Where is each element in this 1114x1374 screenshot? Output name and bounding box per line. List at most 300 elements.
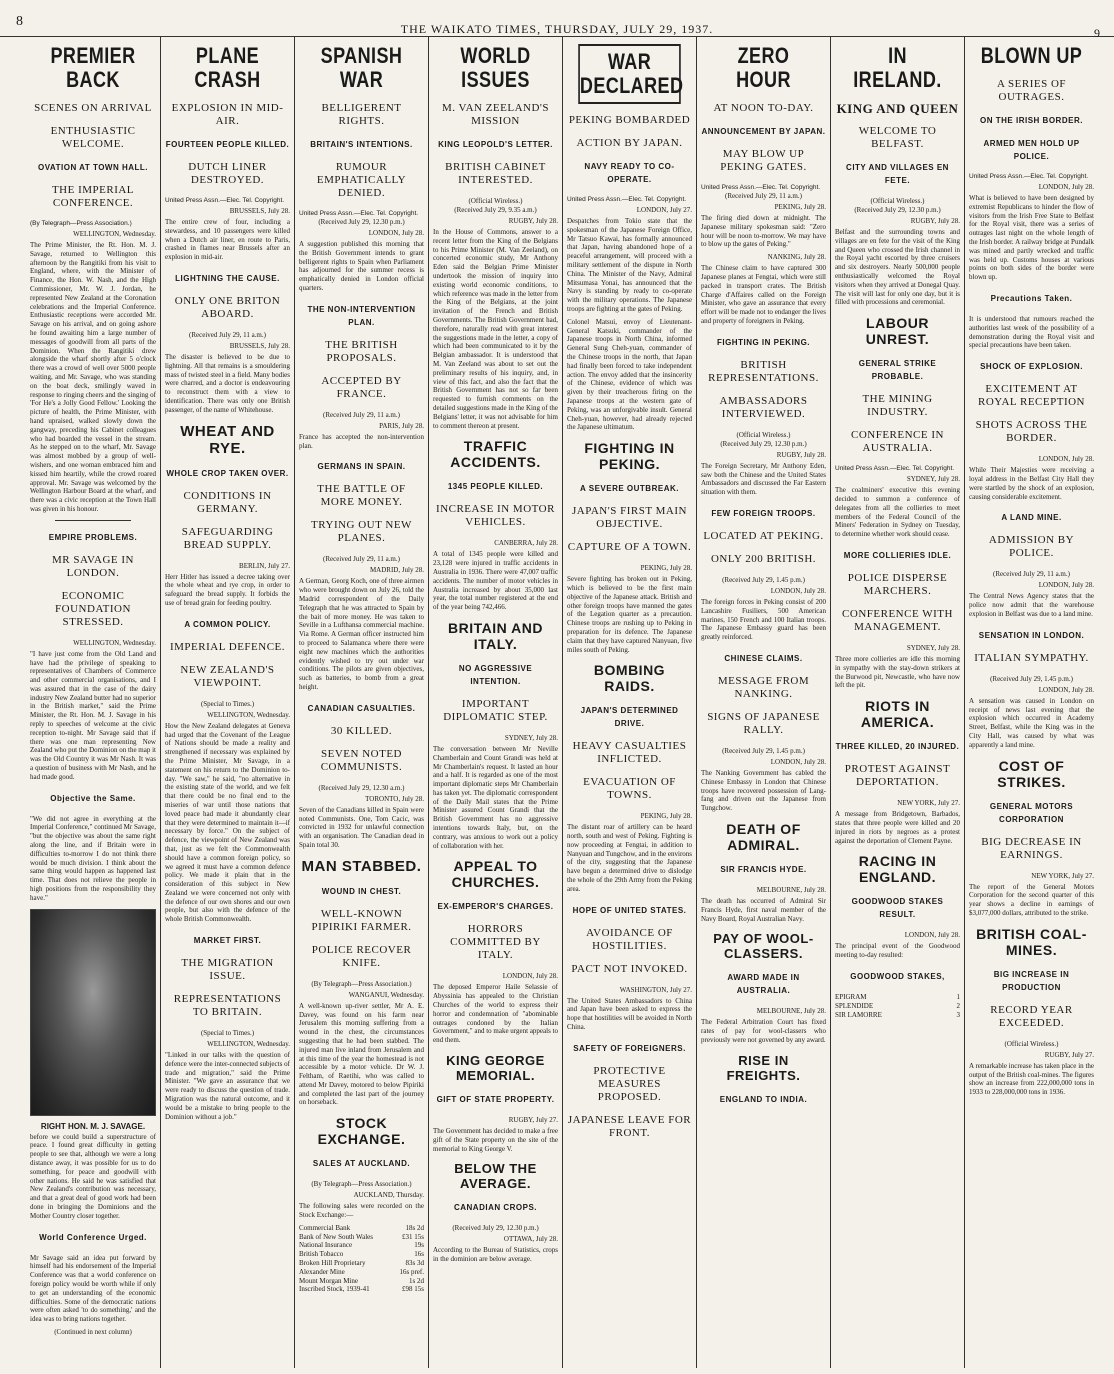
subheading: PROTEST AGAINST DEPORTATION.	[844, 763, 951, 789]
dateline: RUGBY, July 27.	[1044, 1050, 1094, 1059]
table-cell-value: £98 15s	[402, 1285, 424, 1294]
table-cell-name: Mount Morgan Mine	[299, 1276, 358, 1285]
subheading: ITALIAN SYMPATHY.	[974, 651, 1089, 664]
dateline: WELLINGTON, Wednesday.	[207, 1040, 290, 1049]
dateline: SYDNEY, July 28.	[906, 643, 960, 652]
table-cell-value: 83s 3d	[405, 1259, 424, 1268]
subheading: DUTCH LINER DESTROYED.	[188, 161, 267, 186]
subheading: SIGNS OF JAPANESE RALLY.	[707, 710, 820, 736]
divider	[55, 520, 131, 521]
dateline: LONDON, July 28.	[770, 586, 826, 595]
table-cell-value: 18s 2d	[405, 1223, 424, 1232]
subheading: ONLY 200 BRITISH.	[710, 552, 817, 565]
received-line: (Received July 29, 9.35 a.m.)	[454, 206, 537, 214]
article-body: It is understood that rumours reached the authorities last week of the possibility of a demonstration during the Royal visit and special precautions have been taken.	[969, 314, 1094, 350]
table-cell-value: 19s	[414, 1241, 424, 1250]
subheading: INCREASE IN MOTOR VEHICLES.	[436, 503, 555, 529]
subheading: AVOIDANCE OF HOSTILITIES.	[586, 926, 673, 952]
source-line: (Official Wireless.)	[1004, 1039, 1059, 1048]
dateline: LONDON, July 28.	[1038, 685, 1094, 694]
subheading: JAPANESE LEAVE FOR FRONT.	[567, 1113, 692, 1139]
source-line: (Official Wireless.)	[736, 430, 791, 439]
subheading: HEAVY CASUALTIES INFLICTED.	[572, 740, 687, 766]
subheading: SAFETY OF FOREIGNERS.	[573, 1043, 686, 1053]
table-cell-name: EPIGRAM	[835, 992, 867, 1001]
headline: LABOUR UNREST.	[865, 315, 930, 348]
article-body: The Federal Arbitration Court has fixed rates of pay for wool-classers who previously were not governed by any award.	[701, 1018, 826, 1044]
subheading: MR SAVAGE IN LONDON.	[51, 553, 134, 579]
subheading: POLICE RECOVER KNIFE.	[311, 943, 412, 969]
subheading: THE MINING INDUSTRY.	[862, 393, 933, 419]
subheading: GIFT OF STATE PROPERTY.	[436, 1095, 555, 1105]
headline: STOCK EXCHANGE.	[317, 1115, 406, 1148]
subheading: PROTECTIVE MEASURES PROPOSED.	[593, 1064, 666, 1103]
headline: DEATH OF ADMIRAL.	[726, 820, 801, 853]
column-zero-hour	[696, 36, 830, 1368]
subheading: PEKING BOMBARDED	[568, 114, 691, 126]
table-row	[835, 1011, 960, 1020]
subheading: GOODWOOD STAKES,	[850, 971, 945, 981]
subheading: A LAND MINE.	[1001, 513, 1062, 523]
credit-line: United Press Assn.—Elec. Tel. Copyright.	[969, 173, 1089, 180]
headline: MAN STABBED.	[301, 857, 422, 875]
subheading: EX-EMPEROR'S CHARGES.	[437, 902, 554, 912]
subheading: KING AND QUEEN	[836, 101, 959, 116]
subheading: ACCEPTED BY FRANCE.	[321, 374, 402, 400]
subheading: MORE COLLIERIES IDLE.	[843, 550, 952, 560]
article-body: France has accepted the non-intervention plan.	[299, 432, 424, 450]
subheading: CONFERENCE IN AUSTRALIA.	[851, 429, 944, 455]
subheading: FIGHTING IN PEKING.	[716, 337, 811, 347]
subheading: 30 KILLED.	[330, 724, 393, 737]
table-cell-value: 16s pref.	[399, 1267, 424, 1276]
column-blown-up	[964, 36, 1098, 1368]
article-body: The report of the General Motors Corporation for the second quarter of this year shows a decline in earnings of $3,077,000 dollars, attributed to the strike.	[969, 882, 1094, 917]
credit-line: United Press Assn.—Elec. Tel. Copyright.	[835, 465, 955, 473]
headline: PREMIER BACK	[50, 43, 136, 92]
article-body: The Government has decided to make a free gift of the State property on the site of the memorial to King George V.	[433, 1127, 558, 1153]
subheading: SIR FRANCIS HYDE.	[720, 864, 807, 874]
subheading: SALES AT AUCKLAND.	[312, 1159, 411, 1169]
article-body: The United States Ambassadors to China and Japan have been asked to express the hope that hostilities will be avoided in North China.	[567, 996, 693, 1032]
source-line: (By Telegraph—Press Association.)	[311, 1180, 412, 1189]
subheading: NO AGGRESSIVE INTENTION.	[458, 663, 533, 686]
article-body: According to the Bureau of Statistics, crops in the dominion are below average.	[433, 1246, 558, 1264]
article-body: The Chinese claim to have captured 300 Japanese planes at Fengtai, which were still packed in transport crates. The British Charge d'Affaires called on the Foreign Minister, who gave an assurance that every effort will be made not to endanger the lives and property of foreigners in Peking.	[701, 264, 826, 325]
received-line: (Received July 29, 12.30 a.m.)	[318, 783, 405, 792]
dateline: LONDON, July 28.	[502, 972, 558, 981]
article-body: The Central News Agency states that the police now admit that the warehouse explosion in Belfast was due to a land mine.	[969, 592, 1094, 618]
headline: KING GEORGE MEMORIAL.	[446, 1053, 545, 1084]
received-line: (Received July 29, 12.30 p.m.)	[854, 206, 941, 214]
credit-line: United Press Assn.—Elec. Tel. Copyright.	[299, 210, 419, 217]
subheading: EVACUATION OF TOWNS.	[583, 776, 676, 802]
dateline: SYDNEY, July 28.	[504, 733, 558, 742]
subheading: HORRORS COMMITTED BY ITALY.	[450, 923, 541, 962]
subheading: AWARD MADE IN AUSTRALIA.	[727, 973, 800, 996]
received-line: (Received July 29, 12.30 p.m.)	[720, 439, 807, 448]
subheading: World Conference Urged.	[39, 1232, 147, 1242]
table-cell-name: Alexander Mine	[299, 1267, 345, 1276]
dateline: CANBERRA, July 28.	[494, 539, 558, 548]
subheading: GENERAL STRIKE PROBABLE.	[858, 359, 937, 382]
continuation-note: (Continued in next column)	[54, 1327, 132, 1336]
article-body: Seven of the Canadians killed in Spain were noted Communists. One, Tom Cacic, was convicted in 1932 for unlawful connection with an organisation. The Canadian dead in Spain total 30.	[299, 805, 424, 849]
subheading: Objective the Same.	[50, 793, 136, 803]
credit-line: United Press Assn.—Elec. Tel. Copyright.	[165, 197, 285, 204]
subheading: THE NON-INTERVENTION PLAN.	[307, 304, 416, 327]
headline: TRAFFIC ACCIDENTS.	[450, 438, 541, 471]
received-line: (Received July 29, 1.45 p.m.)	[722, 746, 805, 755]
headline: PLANE CRASH	[194, 43, 261, 92]
subheading: CANADIAN CROPS.	[453, 1203, 538, 1213]
subheading: HOPE OF UNITED STATES.	[572, 905, 687, 915]
subheading: JAPAN'S DETERMINED DRIVE.	[580, 706, 679, 729]
headline: BELOW THE AVERAGE.	[454, 1161, 537, 1192]
article-body: In the House of Commons, answer to a recent letter from the King of the Belgians to his Prime Minister (M. Van Zeeland), on concerted economic study, Mr Anthony Eden said the Belgian Prime Minister undertook the mission of inquiry into existing world economic conditions, to which reference was made in the letter from the King of the Belgians, at the joint invitation of the French and British Governments. The British Government had, therefore, naturally read with great interest the suggestions made in the letter, a copy of which had been communicated to it by the Belgian ambassador. It is understood that M. Van Zeeland was about to set out the preliminary results of his inquiry, and, in view of this fact, and also the fact that the British Government has not so far been requested to furnish comments on the detailed suggestions made in the King of the Belgians' letter, it was not advisable for him to comment thereon at present.	[433, 228, 558, 430]
subheading: JAPAN'S FIRST MAIN OBJECTIVE.	[572, 505, 687, 531]
article-body: The coalminers' executive this evening decided to summon a conference of delegates from all the collieries to meet members of the Federal Council of the Miners' Federation in Sydney on Tuesday, to determine whether work should cease.	[835, 486, 960, 539]
table-row	[835, 1002, 960, 1011]
masthead	[0, 0, 1114, 40]
dateline: LONDON, July 28.	[1038, 183, 1094, 191]
subheading: BIG INCREASE IN PRODUCTION	[993, 969, 1070, 992]
dateline: LONDON, July 28.	[770, 757, 826, 766]
subheading: BRITISH CABINET INTERESTED.	[445, 161, 546, 186]
subheading: ON THE IRISH BORDER.	[980, 116, 1083, 125]
headline: FIGHTING IN PEKING.	[584, 440, 675, 473]
headline: BOMBING RAIDS.	[593, 662, 666, 695]
subheading: IMPERIAL DEFENCE.	[169, 640, 286, 653]
subheading: EXPLOSION IN MID-AIR.	[171, 102, 284, 127]
source-line: (Special to Times.)	[200, 699, 255, 708]
column-spanish-war	[294, 36, 428, 1368]
table-row	[299, 1224, 424, 1233]
headline: RIOTS IN AMERICA.	[860, 698, 935, 731]
subheading: POLICE DISPERSE MARCHERS.	[847, 571, 948, 597]
article-body: The conversation between Mr Neville Chamberlain and Count Grandi was held at Mr Chamberlain's request. It lasted an hour and a half. It is regarded as one of the most important diplomatic steps Mr Chamberlain has taken yet. The diplomatic correspondent of the Daily Mail states that the Prime Minister assured Count Grandi that the British Government has no aggressive intentions towards Italy, but, on the contrary, was anxious to work out a policy of collaboration with her.	[433, 744, 558, 850]
subheading: THE BRITISH PROPOSALS.	[325, 338, 398, 364]
table-cell-name: Inscribed Stock, 1939-41	[299, 1285, 370, 1294]
article-body: A total of 1345 people were killed and 23,128 were injured in traffic accidents in Australia in 1936. There were 47,007 traffic accidents. The number of motor vehicles in Australia increased by about 35,000 last year, the total number registered at the end of the year being 742,466.	[433, 550, 558, 612]
subheading: LOCATED AT PEKING.	[703, 529, 824, 542]
dateline: RUGBY, July 28.	[508, 217, 558, 225]
article-body: Severe fighting has broken out in Peking, which is believed to be the first main objective of the Japanese attack. British and other foreign troops have manned the gates of the Legation quarter as a precaution. Chinese troops are rushing up to Peking in preparation for its defence. The Japanese claim that they have captured Nanyuan, five miles south of Peking.	[567, 575, 692, 654]
subheading: FOURTEEN PEOPLE KILLED.	[165, 140, 290, 149]
subheading: ENTHUSIASTIC WELCOME.	[50, 125, 136, 150]
article-body: A German, Georg Koch, one of three airmen who were brought down on July 26, told the Madrid correspondent of the Daily Telegraph that he was attracted to Spain by the bait of more money. He was taken to Seville in a Lufthansa commercial machine. Via Rome. A German officer instructed him to proceed to Salamanca where there were eight new machines which the authorities evidently wished to try out under war conditions. The pilots are given objectives, such as batteries, to bomb from a great height.	[299, 577, 424, 691]
table-cell-value: £31 15s	[402, 1232, 424, 1241]
subheading: CONFERENCE WITH MANAGEMENT.	[842, 607, 953, 633]
received-line: (Received July 29, 11 a.m.)	[323, 410, 400, 419]
article-body: The foreign forces in Peking consist of 200 Lancashire Fusiliers, 500 American marines, 150 French and 100 Italian troops. The Japanese Embassy guard has been greatly reinforced.	[701, 597, 826, 642]
subheading: WOUND IN CHEST.	[321, 886, 402, 896]
dateline: OTTAWA, July 28.	[503, 1235, 558, 1244]
subheading: THREE KILLED, 20 INJURED.	[835, 742, 960, 752]
subheading: BIG DECREASE IN EARNINGS.	[981, 835, 1082, 861]
article-body: "We did not agree in everything at the Imperial Conference," continued Mr Savage, "but the objective was about the same right along the line, and if Britain were in difficulties to-morrow I do not think there would be much division. I think about the same thing would happen as happened last time. That does not relieve the people in high positions from the responsibility they have."	[30, 814, 156, 902]
dateline: RUGBY, July 27.	[508, 1116, 558, 1125]
dateline: MADRID, July 28.	[369, 566, 424, 575]
article-body: A message from Bridgetown, Barbados, states that three people were killed and 20 injured in riots by negroes as a protest against the deportation of Clement Payne.	[835, 810, 960, 845]
table-cell-name: Broken Hill Proprietary	[299, 1259, 366, 1268]
subheading: GENERAL MOTORS CORPORATION	[989, 801, 1074, 824]
dateline: BERLIN, July 27.	[239, 561, 290, 570]
subheading: ARMED MEN HOLD UP POLICE.	[983, 139, 1080, 161]
subheading: CITY AND VILLAGES EN FETE.	[846, 163, 949, 185]
headline: BRITISH COAL-MINES.	[976, 925, 1087, 958]
article-body: "I have just come from the Old Land and have had the privilege of speaking to representatives of Chambers of Commerce and other commercial organisations, and I was assured that in the case of the dairy industry New Zealand butter had no superior in the British market," said the Prime Minister, the Rt. Hon. M. J. Savage in his reply to speeches of welcome at the civic reception to-night. Mr Savage said that if there was one man representing New Zealand who put the Dominion on the map it was the Old Country it was Mr Nash. It was a question of business with Mr Nash, and he had made good.	[30, 649, 156, 781]
subheading: A SEVERE OUTBREAK.	[580, 484, 679, 494]
table-row	[299, 1250, 424, 1259]
article-body: The Nanking Government has cabled the Chinese Embassy in London that Chinese troops have recovered possession of Lang-fang and driven out the Japanese from Tungchow.	[701, 768, 826, 813]
columns	[26, 36, 1106, 1368]
subheading: BELLIGERENT RIGHTS.	[321, 102, 402, 127]
dateline: PEKING, July 28.	[640, 812, 692, 821]
subheading: PACT NOT INVOKED.	[571, 962, 688, 975]
dateline: LONDON, July 27.	[636, 206, 692, 214]
dateline: NEW YORK, July 27.	[1031, 871, 1094, 880]
dateline: NEW YORK, July 27.	[897, 799, 960, 808]
subheading: SENSATION IN LONDON.	[978, 630, 1085, 640]
headline: SPANISH WAR	[320, 43, 403, 92]
received-line: (Received July 29, 11 a.m.)	[725, 192, 802, 200]
subheading: M. VAN ZEELAND'S MISSION	[441, 102, 550, 127]
article-body: A remarkable increase has taken place in the output of the British coal-mines. The figures show an increase from 222,000,000 tons in 1933 to 228,000,000 tons in 1936.	[969, 1061, 1094, 1097]
subheading: NAVY READY TO CO-OPERATE.	[584, 162, 675, 184]
headline: WAR DECLARED	[578, 44, 681, 104]
table-row	[299, 1241, 424, 1250]
dateline: PEKING, July 28.	[774, 203, 826, 211]
received-line: (Received July 29, 11 a.m.)	[323, 555, 400, 564]
article-body: A sensation was caused in London on receipt of news last evening that the explosion which occurred in Academy Street, Belfast, while the King was in the City Hall, was caused by what was apparently a land mine.	[969, 696, 1094, 749]
table-cell-value: 1s 2d	[409, 1276, 424, 1285]
dateline: LONDON, July 28.	[1038, 455, 1094, 464]
table-cell-value: 16s	[414, 1250, 424, 1259]
article-body: The deposed Emperor Haile Selassie of Abyssinia has appealed to the Christian Churches of the world to express their horror and condemnation of "abominable outrages condoned by the Italian Government," and to make urgent appeals to end them.	[433, 983, 558, 1045]
source-line: (Official Wireless.)	[468, 197, 523, 205]
table-cell-name: National Insurance	[299, 1241, 353, 1250]
article-body: The following sales were recorded on the Stock Exchange:—	[299, 1202, 424, 1220]
subheading: AT NOON TO-DAY.	[713, 102, 814, 114]
subheading: EXCITEMENT AT ROYAL RECEPTION	[977, 383, 1085, 409]
headline: BRITAIN AND ITALY.	[448, 619, 543, 652]
table-row	[299, 1259, 424, 1268]
headline: IN IRELAND.	[853, 43, 942, 92]
subheading: REPRESENTATIONS TO BRITAIN.	[173, 993, 282, 1019]
subheading: SAFEGUARDING BREAD SUPPLY.	[181, 525, 274, 551]
received-line: (Received July 29, 12.30 p.m.)	[452, 1224, 539, 1233]
subheading: CONDITIONS IN GERMANY.	[183, 489, 272, 515]
subheading: AMBASSADORS INTERVIEWED.	[719, 394, 808, 420]
dateline: LONDON, July 28.	[904, 931, 960, 940]
article-body: Three more collieries are idle this morning in sympathy with the stay-down strikers at the Burwood pit, Newcastle, who have now left the pit.	[835, 654, 960, 690]
article-body: The Foreign Secretary, Mr Anthony Eden, saw both the Chinese and the United States Ambassadors and discussed the Far Eastern situation with them.	[701, 461, 826, 497]
subheading: ENGLAND TO INDIA.	[719, 1094, 808, 1104]
subheading: RECORD YEAR EXCEEDED.	[990, 1003, 1073, 1029]
subheading: WHOLE CROP TAKEN OVER.	[166, 468, 289, 478]
subheading: THE MIGRATION ISSUE.	[181, 957, 274, 983]
article-body: Mr Savage said an idea put forward by himself had his endorsement of the Imperial Conference was that a world conference on foreign policy would be worth while if only to get an understanding of the economic difficulties. Some of the democratic nations were often asked 'to do something,' and the idea was to bring nations together.	[30, 1253, 156, 1324]
article-body: A well-known up-river settler, Mr A. E. Davey, was found on his farm near Jerusalem this morning suffering from a wound in the chest, the circumstances suggesting that he had been stabbed. The injured man live inland from Jerusalem and at this time of the year the homestead is not accessible by a motor vehicle. Dr W. J. Feltham, of Raetihi, who was called to attend Mr Davey, motored to below Pipiriki and completed the last part of the journey on horseback.	[299, 1001, 424, 1107]
source-line: (Special to Times.)	[200, 1029, 255, 1038]
subheading: OVATION AT TOWN HALL.	[37, 163, 149, 172]
dateline: WELLINGTON, Wednesday.	[73, 638, 156, 647]
stock-table	[299, 1224, 424, 1294]
received-line: (Received July 29, 11 a.m.)	[189, 330, 266, 339]
column-in-ireland	[830, 36, 964, 1368]
article-body: A suggestion published this morning that the British Government intends to grant belligerent rights to Spain when Parliament has adjourned for the summer recess is emphatically denied in London official quarters.	[299, 240, 424, 292]
subheading: BRITAIN'S INTENTIONS.	[310, 140, 413, 149]
portrait-photo	[30, 909, 156, 1116]
table-cell-name: SIR LAMORRE	[835, 1010, 882, 1019]
table-cell-name: British Tobacco	[299, 1250, 344, 1259]
article-body: Colonel Matsui, envoy of Lieutenant-General Katsuki, commander of the Japanese troops in North China, informed General Sung Cheh-yuan, commander of the Chinese troops in the north, that Japan had finally been forced to take independent action. The envoy added that the insincerity of the Chinese, evidence of which was given by their treacherous firing on the Japanese troops at the western gate of Peking, was an unforgivable insult. General Cheh-yuan, however, had already rejected the Japanese ultimatum.	[567, 317, 692, 432]
subheading: EMPIRE PROBLEMS.	[48, 532, 138, 542]
subheading: THE BATTLE OF MORE MONEY.	[317, 483, 406, 509]
subheading: CANADIAN CASUALTIES.	[307, 703, 416, 713]
headline: PAY OF WOOL-CLASSERS.	[713, 931, 814, 962]
subheading: SCENES ON ARRIVAL	[34, 102, 152, 114]
subheading: SHOCK OF EXPLOSION.	[980, 362, 1083, 372]
headline: BLOWN UP	[980, 43, 1083, 68]
subheading: ACTION BY JAPAN.	[576, 137, 683, 149]
article-body: The entire crew of four, including a stewardess, and 10 passengers were killed when a Dutch air liner, en route to Paris, crashed in flames near Brussels after an explosion in mid-air.	[165, 218, 290, 262]
column-plane-crash	[160, 36, 294, 1368]
dateline: TORONTO, July 28.	[365, 794, 424, 803]
subheading: WELL-KNOWN PIPIRIKI FARMER.	[311, 907, 412, 933]
table-row	[299, 1233, 424, 1242]
column-world-issues	[428, 36, 562, 1368]
masthead-title: THE WAIKATO TIMES, THURSDAY, JULY 29, 1937.	[400, 22, 714, 36]
source-line: (Official Wireless.)	[870, 197, 925, 205]
subheading: CAPTURE OF A TOWN.	[567, 541, 692, 554]
dateline: MELBOURNE, July 28.	[756, 885, 826, 894]
subheading: KING LEOPOLD'S LETTER.	[438, 140, 553, 149]
subheading: ONLY ONE BRITON ABOARD.	[174, 294, 281, 320]
dateline: RUGBY, July 28.	[910, 217, 960, 225]
subheading: BRITISH REPRESENTATIONS.	[708, 358, 819, 384]
dateline: WASHINGTON, July 27.	[619, 985, 692, 994]
subheading: WELCOME TO BELFAST.	[858, 125, 937, 150]
article-body: The disaster is believed to be due to lightning. All that remains is a smouldering mass of twisted steel in a field. Many bodies were charred, and a doctor is endeavouring to reconstruct them with a view to identification. There was only one British passenger, of the name of Whitehouse.	[165, 352, 290, 414]
article-body: Herr Hitler has issued a decree taking over the whole wheat and rye crop, in order to safeguard the bread supply. It forbids the use of bread grain for feeding poultry.	[165, 572, 290, 607]
subheading: CHINESE CLAIMS.	[724, 653, 803, 663]
article-body: "Linked in our talks with the question of defence were the inter-connected subjects of trade and migration," said the Prime Minister. "We gave an assurance that we were ready to discuss the question of trade. Migration was the natural outcome, and it would be a mistake to bring people to the Dominion without a job."	[165, 1051, 290, 1121]
dateline: NANKING, July 28.	[767, 253, 826, 262]
headline: WORLD ISSUES	[460, 43, 531, 92]
article-body: How the New Zealand delegates at Geneva had urged that the Covenant of the League of Nations should be made a reality and strengthened if necessary was explained by the Prime Minister, Mr Savage, in a statement on his return to the Dominion to-day. "We saw," he said, "no alternative in the existing state of the world, and we felt that there could be no final end to the miseries of war until those nations that loved peace had made it abundantly clear that they were determined to maintain it—if necessary by force." On the subject of defence, the viewpoint of New Zealand was that, just as we felt the Commonwealth should have a common foreign policy, so we agreed it must have a common defence policy. We made it plain that in the consideration of this subject in New Zealand we were concerned not only with the defence of our own shores and our own people, but also with the defence of the whole British Commonwealth.	[165, 721, 290, 924]
subheading: IMPORTANT DIPLOMATIC STEP.	[443, 697, 548, 723]
subheading: SEVEN NOTED COMMUNISTS.	[320, 747, 403, 773]
headline: RISE IN FREIGHTS.	[726, 1052, 801, 1083]
table-row	[299, 1285, 424, 1294]
table-row	[835, 993, 960, 1002]
subheading: THE IMPERIAL CONFERENCE.	[51, 184, 135, 209]
race-results-table	[835, 993, 960, 1019]
dateline: SYDNEY, July 28.	[906, 475, 960, 484]
headline: ZERO HOUR	[736, 43, 791, 92]
subheading: A COMMON POLICY.	[184, 619, 271, 629]
subheading: NEW ZEALAND'S VIEWPOINT.	[180, 663, 275, 689]
table-cell-name: Commercial Bank	[299, 1223, 351, 1232]
page-number-left: 8	[16, 14, 23, 29]
table-cell-value: 1	[956, 992, 960, 1001]
dateline: RUGBY, July 28.	[776, 450, 826, 459]
dateline: WANGANUI, Wednesday.	[348, 990, 424, 999]
credit-line: United Press Assn.—Elec. Tel. Copyright.	[567, 196, 687, 203]
subheading: 1345 PEOPLE KILLED.	[447, 482, 544, 492]
table-cell-value: 2	[956, 1001, 960, 1010]
table-row	[299, 1268, 424, 1277]
column-war-declared	[562, 36, 696, 1368]
subheading: ECONOMIC FOUNDATION STRESSED.	[55, 589, 131, 628]
article-body: The Prime Minister, the Rt. Hon. M. J. Savage, returned to Wellington this afternoon by the Rangitiki from his visit to England, where, with the Minister of Finance, the Hon. W. Nash, and the High Commissioner, Mr. W. J. Jordan, he represented New Zealand at the Coronation celebrations and the Imperial Conference. Enthusiastic receptions were accorded Mr. Savage on his arrival, and on going ashore he found awaiting him a large number of messages of goodwill from all parts of the Dominion. When the Rangitiki drew alongside the wharf shortly after 5 o'clock there was a crowd of well over 5000 people waiting, and Mr. Savage, who was standing on the boat deck, smilingly waved in response to ringing cheers and the singing of 'For He's a Jolly Good Fellow.' Looking the picture of health, the Prime Minister, with hand upraised, walked slowly down the gangway, preceding his Cabinet colleagues who had boarded the vessel in the stream. As he stepped on to the wharf, Mr. Savage was almost mobbed by a group of well-wishers, and one woman embraced him and kissed him heartily, while the crowd roared approval. Mr. Savage was welcomed by the Wellington Harbour Board at the wharf, and there was a civic reception at the Town Hall was given in his honour.	[30, 241, 156, 513]
subheading: FEW FOREIGN TROOPS.	[711, 508, 816, 518]
dateline: BRUSSELS, July 28.	[229, 207, 290, 215]
received-line: (Received July 29, 12.30 p.m.)	[318, 218, 405, 226]
subheading: SHOTS ACROSS THE BORDER.	[975, 419, 1088, 445]
article-body: The principal event of the Goodwood meeting to-day resulted:	[835, 942, 960, 960]
dateline: WELLINGTON, Wednesday.	[207, 710, 290, 719]
table-cell-name: SPLENDIDE	[835, 1001, 874, 1010]
subheading: LIGHTNING THE CAUSE.	[175, 273, 280, 283]
subheading: MESSAGE FROM NANKING.	[717, 674, 810, 700]
subheading: GOODWOOD STAKES RESULT.	[851, 897, 944, 920]
article-body: What is believed to have been designed by extremist Republicans to hinder the flow of visitors from the Irish Free State to Belfast for the Royal visit, there was a series of outrages last night on the whole length of the Irish border. A railway bridge at Pundalk was mined and partly wrecked and traffic was held up. Customs houses at various points on both sides of the border were blown up.	[969, 194, 1094, 282]
headline: WHEAT AND RYE.	[180, 422, 275, 457]
headline: APPEAL TO CHURCHES.	[451, 858, 540, 891]
source-line: (By Telegraph—Press Association.)	[311, 979, 412, 988]
subheading: MARKET FIRST.	[193, 936, 262, 946]
article-body: The firing died down at midnight. The Japanese military spokesman said: "Zero hour will be noon to-morrow. We may have to blow up the gates of Peking."	[701, 214, 826, 249]
dateline: AUCKLAND, Thursday.	[353, 1191, 424, 1200]
photo-caption: RIGHT HON. M. J. SAVAGE.	[40, 1121, 146, 1131]
article-body: Belfast and the surrounding towns and villages are en fete for the visit of the King and Queen who crossed the Irish channel in the Royal yacht escorted by three cruisers and six destroyers. Nearly 500,000 people enthusiastically welcomed the Royal visitors when they arrived at Donegal Quay. The visit will last for only one day, but it is filled with processions and ceremonial.	[835, 228, 960, 307]
page-number-right: 9	[1094, 26, 1100, 40]
dateline: WELLINGTON, Wednesday.	[73, 230, 156, 238]
headline: RACING IN ENGLAND.	[858, 853, 937, 886]
table-row	[299, 1277, 424, 1286]
article-body: The death has occurred of Admiral Sir Francis Hyde, first naval member of the Navy Board, Royal Australian Navy.	[701, 896, 826, 923]
credit-line: (By Telegraph—Press Association.)	[30, 220, 132, 227]
article-body: While Their Majesties were receiving a loyal address in the Belfast City Hall they were startled by the shock of an explosion, causing considerable excitement.	[969, 466, 1094, 501]
received-line: (Received July 29, 1.45 p.m.)	[722, 575, 805, 584]
dateline: BRUSSELS, July 28.	[229, 341, 290, 350]
dateline: LONDON, July 28.	[368, 229, 424, 237]
subheading: Precautions Taken.	[990, 293, 1073, 303]
received-line: (Received July 29, 1.45 p.m.)	[990, 674, 1073, 683]
article-body: before we could build a superstructure of peace. I found great difficulty in getting people to see that, although we were a long distance away, it was possible for us to do something, for peace and goodwill with other nations. He said he was satisfied that New Zealand's contribution was necessary, and that a great deal of good work had been done in bringing the Dominions and the Mother Country closer together.	[30, 1132, 156, 1220]
subheading: RUMOUR EMPHATICALLY DENIED.	[316, 161, 407, 199]
article-body: The distant roar of artillery can be heard north, south and west of Peking. Fighting is now proceeding at Fengtai, in addition to Nanyuan and Tungchow, and in the environs of the city, suggesting that the Japanese have begun a determined drive to dislodge the whole of the 29th Army from the Peking area.	[567, 823, 692, 893]
dateline: MELBOURNE, July 28.	[756, 1007, 826, 1016]
headline: COST OF STRIKES.	[997, 757, 1066, 790]
subheading: ANNOUNCEMENT BY JAPAN.	[701, 127, 826, 136]
dateline: PARIS, July 28.	[379, 421, 424, 430]
column-premier-back	[26, 36, 160, 1368]
credit-line: United Press Assn.—Elec. Tel. Copyright.	[701, 184, 821, 191]
table-cell-name: Bank of New South Wales	[299, 1232, 373, 1241]
subheading: MAY BLOW UP PEKING GATES.	[720, 148, 807, 173]
subheading: A SERIES OF OUTRAGES.	[996, 78, 1067, 103]
subheading: GERMANS IN SPAIN.	[317, 462, 406, 472]
subheading: TRYING OUT NEW PLANES.	[311, 519, 412, 545]
table-cell-value: 3	[956, 1010, 960, 1019]
received-line: (Received July 29, 11 a.m.)	[993, 570, 1070, 579]
dateline: LONDON, July 28.	[1038, 581, 1094, 590]
dateline: PEKING, July 28.	[640, 564, 692, 573]
